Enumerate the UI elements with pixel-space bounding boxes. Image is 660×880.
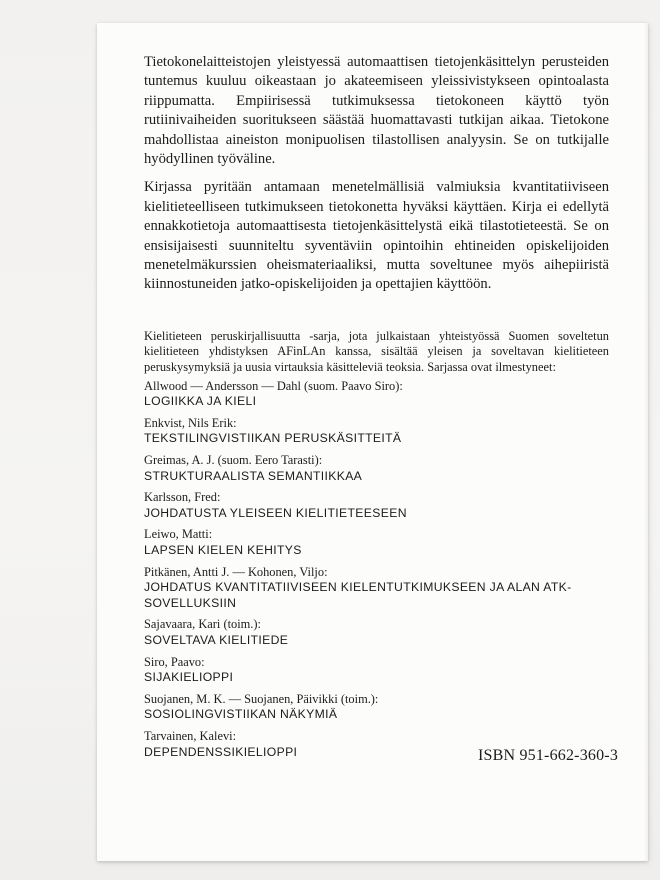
series-book-entry [144, 379, 609, 410]
series-book-entry [144, 617, 609, 648]
book-author: Leiwo, Matti: [144, 527, 213, 542]
book-author: Sajavaara, Kari (toim.): [144, 617, 261, 632]
isbn-number: ISBN 951-662-360-3 [478, 747, 619, 764]
book-author: Allwood — Andersson — Dahl (suom. Paavo Siro): [144, 378, 403, 393]
series-book-entry [144, 565, 609, 612]
book-author: Pitkänen, Antti J. — Kohonen, Viljo: [144, 564, 328, 579]
series-book-entry [144, 655, 609, 686]
book-title: JOHDATUSTA YLEISEEN KIELITIETEESEEN [144, 505, 407, 520]
series-book-entry [144, 453, 609, 484]
book-title: STRUKTURAALISTA SEMANTIIKKAA [144, 468, 363, 483]
book-title: DEPENDENSSIKIELIOPPI [144, 744, 298, 759]
series-description: Kielitieteen peruskirjallisuutta -sarja, jota julkaistaan yhteistyössä Suomen soveltetun kielitieteen yhdistyksen AFinLAn kanssa, sisältää yleisen ja soveltavan kielitieteen peruskysymyksiä ja uusia virtauksia käsitteleviä teoksia. Sarjassa ovat ilmestyneet: [144, 328, 609, 375]
series-book-entry [144, 490, 609, 521]
book-title: LAPSEN KIELEN KEHITYS [144, 543, 302, 557]
book-author: Greimas, A. J. (suom. Eero Tarasti): [144, 453, 323, 468]
book-back-cover [97, 23, 648, 861]
book-title: SIJAKIELIOPPI [144, 670, 234, 685]
blurb-paragraph-1: Tietokonelaitteistojen yleistyessä automaattisen tietojenkäsittelyn perusteiden tuntemus kuuluu oikeastaan jo akateemiseen yleissivistykseen opintoalasta riippumatta. Empiirisessä tutkimuksessa tietokoneen käyttö työn rutiinivaiheiden suoritukseen säästää huomattavasti tutkijan aikaa. Tietokone mahdollistaa aineiston monipuolisen tilastollisen analyysin. Se on tutkijalle hyödyllinen työväline. [144, 54, 609, 168]
book-title: SOVELTAVA KIELITIEDE [144, 632, 289, 647]
book-title: JOHDATUS KVANTITATIIVISEEN KIELENTUTKIMUKSEEN JA ALAN ATK-SOVELLUKSIIN [144, 580, 572, 610]
book-title: LOGIIKKA JA KIELI [144, 394, 257, 409]
blurb-paragraph-2: Kirjassa pyritään antamaan menetelmällisiä valmiuksia kvantitatiiviseen kielitieteelliseen tutkimukseen tietokonetta hyväksi käyttäen. Kirja ei edellytä ennakkotietoja automaattisesta tietojenkäsittelystä eikä tilastotieteestä. Se on ensisijaisesti suunniteltu syventäviin opintoihin ehtineiden opiskelijoiden menetelmäkurssien oheismateriaaliksi, mutta soveltunee myös aihepiiristä kiinnostuneiden jatko-opiskelijoiden ja opettajien käyttöön. [144, 179, 609, 293]
book-author: Karlsson, Fred: [144, 490, 221, 505]
series-book-entry [144, 692, 609, 723]
cover-text [144, 53, 609, 766]
book-author: Enkvist, Nils Erik: [144, 415, 237, 430]
book-author: Suojanen, M. K. — Suojanen, Päivikki (toim.): [144, 691, 379, 706]
book-title: TEKSTILINGVISTIIKAN PERUSKÄSITTEITÄ [144, 431, 402, 446]
book-title: SOSIOLINGVISTIIKAN NÄKYMIÄ [144, 707, 338, 722]
book-author: Siro, Paavo: [144, 654, 205, 669]
book-author: Tarvainen, Kalevi: [144, 728, 237, 743]
series-book-entry [144, 416, 609, 447]
series-section [144, 329, 609, 760]
blurb [144, 53, 609, 295]
series-book-entry [144, 527, 609, 558]
